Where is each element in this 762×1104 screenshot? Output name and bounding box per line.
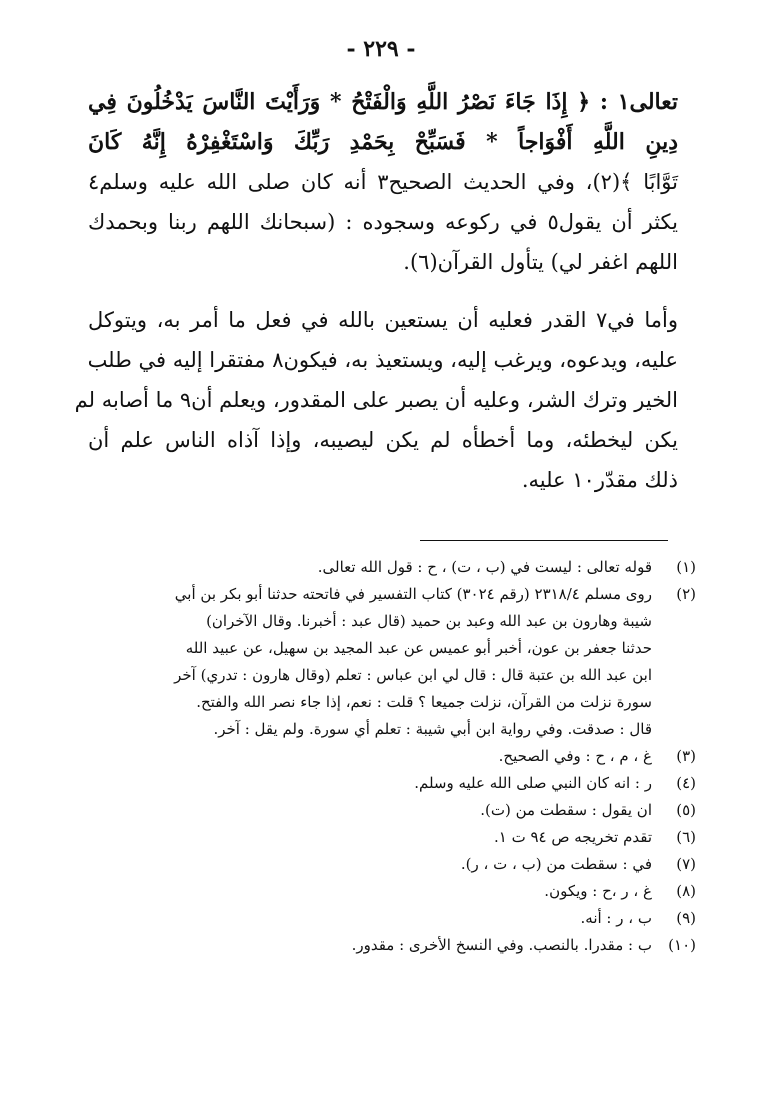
- footnote-number: (٩): [676, 909, 696, 927]
- footnote-text: شيبة وهارون بن عبد الله وعبد بن حميد (قال عبد : أخبرنا. وقال الآخران): [206, 612, 652, 630]
- text-line: يكثر أن يقول٥ في ركوعه وسجوده : (سبحانك اللهم ربنا وبحمدك: [88, 210, 678, 234]
- footnote-4: [160, 770, 696, 797]
- footnote-number: (٦): [676, 828, 696, 846]
- footnote-number: (٤): [676, 774, 696, 792]
- footnote-9: [160, 905, 696, 932]
- footnote-number: (٨): [676, 882, 696, 900]
- footnotes: [160, 554, 696, 959]
- text-line: دِينِ اللَّهِ أَفْوَاجاً * فَسَبِّحْ بِحَمْدِ رَبِّكَ وَاسْتَغْفِرْهُ إِنَّهُ كَانَ: [88, 129, 678, 155]
- text-line: تعالى١ : ﴿ إِذَا جَاءَ نَصْرُ اللَّهِ وَالْفَتْحُ * وَرَأَيْتَ النَّاسَ يَدْخُلُونَ فِي: [88, 89, 678, 115]
- footnote-text: ب : مقدرا. بالنصب. وفي النسخ الأخرى : مقدور.: [351, 936, 652, 954]
- footnote-5: [160, 797, 696, 824]
- footnote-text: في : سقطت من (ب ، ت ، ر).: [460, 855, 652, 873]
- footnote-text: حدثنا جعفر بن عون، أخبر أبو عميس عن عبد المجيد بن سهيل، عن عبيد الله: [185, 639, 652, 657]
- text-line: يكن ليخطئه، وما أخطأه لم يكن ليصيبه، وإذا آذاه الناس علم أن: [88, 428, 678, 452]
- text-line: عليه، ويدعوه، ويرغب إليه، ويستعيذ به، فيكون٨ مفتقرا إليه في طلب: [87, 348, 678, 372]
- footnote-text: قال : صدقت. وفي رواية ابن أبي شيبة : تعلم أي سورة. ولم يقل : آخر.: [213, 720, 652, 738]
- text-line: تَوَّابًا ﴾(٢)، وفي الحديث الصحيح٣ أنه كان صلى الله عليه وسلم٤: [88, 170, 678, 194]
- footnote-text: قوله تعالى : ليست في (ب ، ت) ، ح : قول الله تعالى.: [317, 558, 652, 576]
- footnote-text: غ ، ر ،ح : ويكون.: [544, 882, 652, 900]
- footnote-7: [160, 851, 696, 878]
- footnote-text: غ ، م ، ح : وفي الصحيح.: [498, 747, 652, 765]
- footnote-text: ر : انه كان النبي صلى الله عليه وسلم.: [414, 774, 652, 792]
- paragraph-2: [74, 300, 678, 500]
- footnote-text: ب ، ر : أنه.: [580, 909, 652, 927]
- footnote-number: (٢): [676, 585, 696, 603]
- footnote-number: (١٠): [668, 936, 696, 954]
- footnote-text: ابن عبد الله بن عتبة قال : قال لي ابن عباس : تعلم (وقال هارون : تدري) آخر: [174, 666, 652, 684]
- text-line: ذلك مقدّر١٠ عليه.: [521, 468, 678, 492]
- footnote-number: (١): [676, 558, 696, 576]
- footnote-separator: [420, 540, 668, 541]
- footnote-text: تقدم تخريجه ص ٩٤ ت ١.: [493, 828, 652, 846]
- text-line: اللهم اغفر لي) يتأول القرآن(٦).: [403, 250, 678, 274]
- footnote-number: (٥): [676, 801, 696, 819]
- paragraph-1: [88, 82, 678, 282]
- page-number: - ٢٢٩ -: [346, 36, 416, 62]
- footnote-1: [160, 554, 696, 581]
- footnote-8: [160, 878, 696, 905]
- main-text: [74, 82, 678, 500]
- footnote-text: سورة نزلت من القرآن، نزلت جميعا ؟ قلت : نعم، إذا جاء نصر الله والفتح.: [196, 693, 652, 711]
- footnote-number: (٣): [676, 747, 696, 765]
- footnote-10: [160, 932, 696, 959]
- footnote-2: [160, 581, 696, 743]
- footnote-text: روى مسلم ٢٣١٨/٤ (رقم ٣٠٢٤) كتاب التفسير في فاتحته حدثنا أبو بكر بن أبي: [174, 585, 652, 603]
- text-line: وأما في٧ القدر فعليه أن يستعين بالله في فعل ما أمر به، ويتوكل: [88, 308, 678, 332]
- footnote-6: [160, 824, 696, 851]
- footnote-text: ان يقول : سقطت من (ت).: [480, 801, 652, 819]
- footnote-3: [160, 743, 696, 770]
- text-line: الخير وترك الشر، وعليه أن يصبر على المقدور، ويعلم أن٩ ما أصابه لم: [74, 388, 678, 412]
- footnote-number: (٧): [676, 855, 696, 873]
